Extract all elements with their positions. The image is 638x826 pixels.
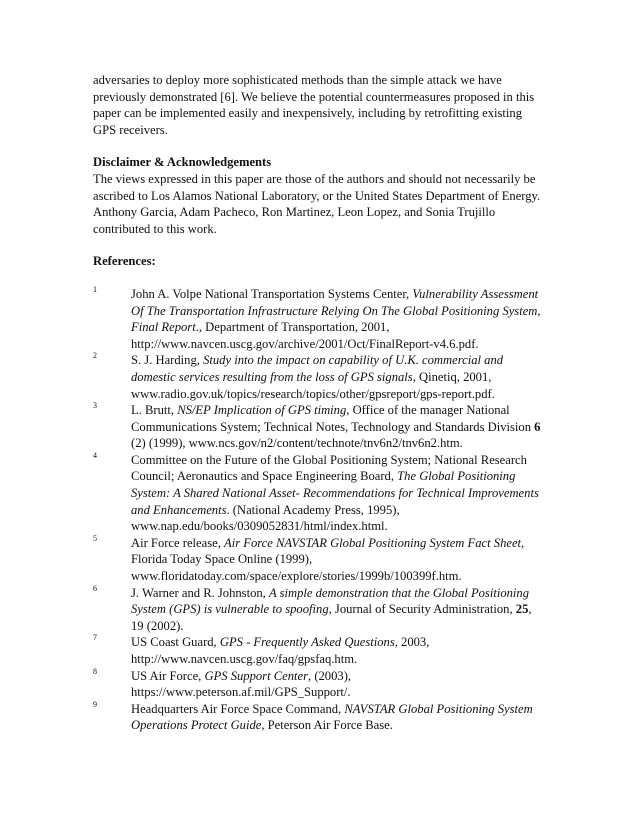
reference-number: 4 bbox=[93, 450, 97, 460]
reference-title: GPS - Frequently Asked Questions bbox=[219, 635, 395, 650]
reference-volume: 6 bbox=[534, 419, 541, 434]
references-heading: References: bbox=[93, 254, 156, 269]
reference-details: , (2003), https://www.peterson.af.mil/GPS_Support/. bbox=[131, 668, 352, 700]
reference-details: , 2003, http://www.navcen.uscg.gov/faq/gpsfaq.htm. bbox=[131, 635, 430, 666]
reference-item bbox=[93, 352, 545, 402]
reference-item bbox=[93, 634, 545, 667]
reference-item bbox=[93, 585, 545, 635]
reference-number: 5 bbox=[93, 533, 97, 543]
reference-authors: S. J. Harding, bbox=[131, 353, 204, 368]
reference-authors: Headquarters Air Force Space Command, bbox=[131, 701, 345, 716]
reference-details: . (National Academy Press, 1995), www.nap.edu/books/0309052831/html/index.html. bbox=[131, 502, 400, 534]
references-list bbox=[93, 286, 545, 734]
reference-number: 2 bbox=[93, 351, 97, 361]
reference-details-cont: (2) (1999), www.ncs.gov/n2/content/technote/tnv6n2/tnv6n2.htm. bbox=[131, 436, 463, 451]
reference-number: 7 bbox=[93, 633, 97, 643]
document-page bbox=[93, 72, 545, 734]
reference-authors: US Air Force, bbox=[131, 668, 205, 683]
reference-number: 1 bbox=[93, 284, 97, 294]
reference-details: , Qinetiq, 2001, www.radio.gov.uk/topics/research/topics/other/gpsreport/gps-report.pdf. bbox=[131, 369, 495, 401]
reference-item bbox=[93, 286, 545, 352]
reference-title: NAVSTAR Global Positioning System Operations Protect Guide bbox=[131, 701, 533, 733]
reference-title: Vulnerability Assessment Of The Transportation Infrastructure Relying On The Global Positioning System, Final Report bbox=[131, 286, 541, 335]
reference-details: , Journal of Security Administration, bbox=[328, 602, 516, 617]
reference-number: 8 bbox=[93, 666, 97, 676]
reference-details: ., Department of Transportation, 2001, http://www.navcen.uscg.gov/archive/2001/Oct/FinalReport-v4.6.pdf. bbox=[131, 320, 479, 351]
reference-details: , Peterson Air Force Base. bbox=[261, 718, 393, 733]
reference-number: 9 bbox=[93, 699, 97, 709]
reference-title: GPS Support Center bbox=[204, 668, 309, 683]
reference-item bbox=[93, 402, 545, 452]
reference-details: , Office of the manager National Communications System; Technical Notes, Technology and Standards Division bbox=[131, 403, 535, 434]
reference-number: 3 bbox=[93, 401, 97, 411]
reference-title: Study into the impact on capability of U.K. commercial and domestic services resulting from the loss of GPS signals bbox=[131, 353, 504, 384]
disclaimer-section bbox=[93, 154, 545, 237]
reference-authors: J. Warner and R. Johnston, bbox=[131, 585, 269, 600]
reference-authors: Committee on the Future of the Global Positioning System; National Research Council; Aeronautics and Space Engineering Board, bbox=[131, 452, 527, 484]
reference-item bbox=[93, 668, 545, 701]
reference-details: , Florida Today Space Online (1999), www.floridatoday.com/space/explore/stories/1999b/100399f.htm. bbox=[131, 535, 525, 584]
reference-details-cont: , 19 (2002). bbox=[131, 602, 532, 633]
reference-number: 6 bbox=[93, 583, 97, 593]
reference-item bbox=[93, 701, 545, 734]
disclaimer-heading: Disclaimer & Acknowledgements bbox=[93, 155, 272, 170]
reference-volume: 25 bbox=[515, 602, 529, 617]
reference-authors: John A. Volpe National Transportation Systems Center, bbox=[131, 286, 413, 301]
reference-item bbox=[93, 452, 545, 535]
reference-title: Air Force NAVSTAR Global Positioning System Fact Sheet bbox=[224, 535, 522, 550]
reference-item bbox=[93, 535, 545, 585]
reference-authors: Air Force release, bbox=[131, 535, 225, 550]
reference-title: The Global Positioning System: A Shared National Asset- Recommendations for Technical Improvements and Enhancements bbox=[131, 469, 539, 517]
intro-paragraph: adversaries to deploy more sophisticated methods than the simple attack we have previously demonstrated [6]. We believe the potential countermeasures proposed in this paper can be implemented easily and inexpensively, including by retrofitting existing GPS receivers. bbox=[93, 73, 535, 137]
reference-authors: US Coast Guard, bbox=[131, 635, 220, 650]
reference-title: A simple demonstration that the Global Positioning System (GPS) is vulnerable to spoofing bbox=[131, 585, 530, 617]
reference-authors: L. Brutt, bbox=[131, 403, 178, 418]
reference-title: NS/EP Implication of GPS timing bbox=[177, 403, 347, 418]
disclaimer-body: The views expressed in this paper are those of the authors and should not necessarily be ascribed to Los Alamos National Laboratory, or the United States Department of Energy. Anthony Garcia, Adam Pacheco, Ron Martinez, Leon Lopez, and Sonia Trujillo contributed to this work. bbox=[93, 171, 541, 236]
